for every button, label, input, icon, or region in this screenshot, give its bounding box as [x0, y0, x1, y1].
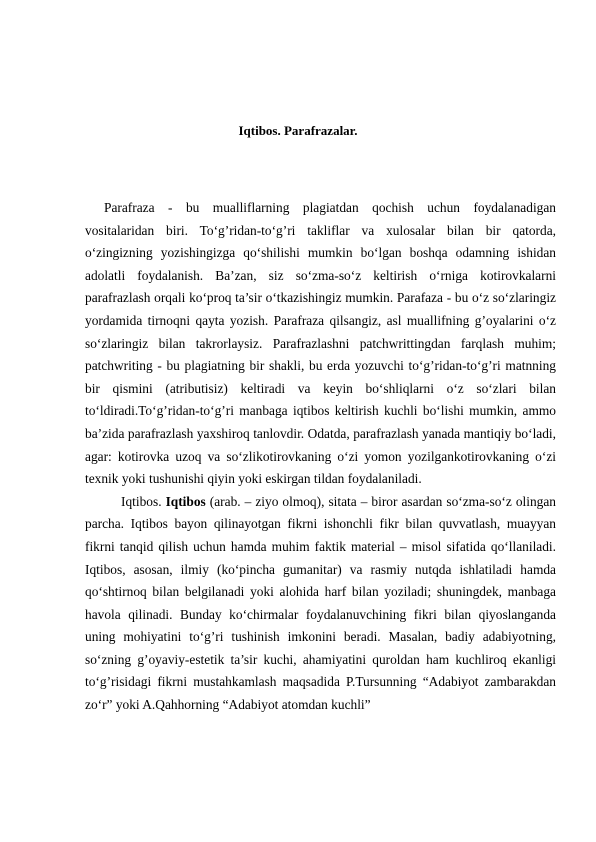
- paragraph-lead: Iqtibos.: [121, 493, 166, 509]
- paragraph-body: (arab. – ziyo olmoq), sitata – biror asardan so‘zma-so‘z olingan parcha. Iqtibos bayon qilinayotgan fikrni ishonchli fikr bilan quvvatlash, muayyan fikrni tanqid qilish uchun hamda muhim faktik material – misol sifatida qo‘llaniladi. Iqtibos, asosan, ilmiy (ko‘pincha gumanitar) va rasmiy nutqda ishlatiladi hamda qo‘shtirnoq bilan belgilanadi yoki alohida harf bilan yoziladi; shuningdek, manbaga havola qilinadi. Bunday ko‘chirmalar foydalanuvchining fikri bilan qiyoslanganda uning mohiyatini to‘g’ri tushinish imkonini beradi. Masalan, badiy adabiyotning, so‘zning g’oyaviy-estetik ta’sir kuchi, ahamiyatini quroldan ham kuchliroq ekanligi to‘g’risidagi fikrni mustahkamlash maqsadida P.Tursunning “Adabiyot zambarakdan zo‘r” yoki A.Qahhorning “Adabiyot atomdan kuchli”: [85, 493, 556, 713]
- paragraph-parafraza: Parafraza - bu mualliflarning plagiatdan qochish uchun foydalanadigan vositalaridan biri. To‘g’ridan-to‘g’ri takliflar va xulosalar bilan bir qatorda, o‘zingizning yozishingizga qo‘shilishi mumkin bo‘lgan boshqa odamning ishidan adolatli foydalanish. Ba’zan, siz so‘zma-so‘z keltirish o‘rniga kotirovkalarni parafrazlash orqali ko‘proq ta’sir o‘tkazishingiz mumkin. Parafaza - bu o‘z so‘zlaringiz yordamida tirnoqni qayta yozish. Parafraza qilsangiz, asl muallifning g’oyalarini o‘z so‘zlaringiz bilan takrorlaysiz. Parafrazlashni patchwrittingdan farqlash muhim; patchwriting - bu plagiatning bir shakli, bu erda yozuvchi to‘g’ridan-to‘g’ri matnning bir qismini (atributisiz) keltiradi va keyin bo‘shliqlarni o‘z so‘zlari bilan to‘ldiradi.To‘g’ridan-to‘g’ri manbaga iqtibos keltirish kuchli bo‘lishi mumkin, ammo ba’zida parafrazlash yaxshiroq tanlovdir. Odatda, parafrazlash yanada mantiqiy bo‘ladi, agar: kotirovka uzoq va so‘zlikotirovkaning o‘zi yomon yozilgankotirovkaning o‘zi texnik yoki tushunishi qiyin yoki eskirgan tildan foydalaniladi.: [85, 200, 556, 487]
- bold-term: Iqtibos: [165, 493, 206, 509]
- body-text: [85, 197, 556, 717]
- paragraph-iqtibos: [85, 491, 556, 717]
- page-title: Iqtibos. Parafrazalar.: [238, 123, 358, 138]
